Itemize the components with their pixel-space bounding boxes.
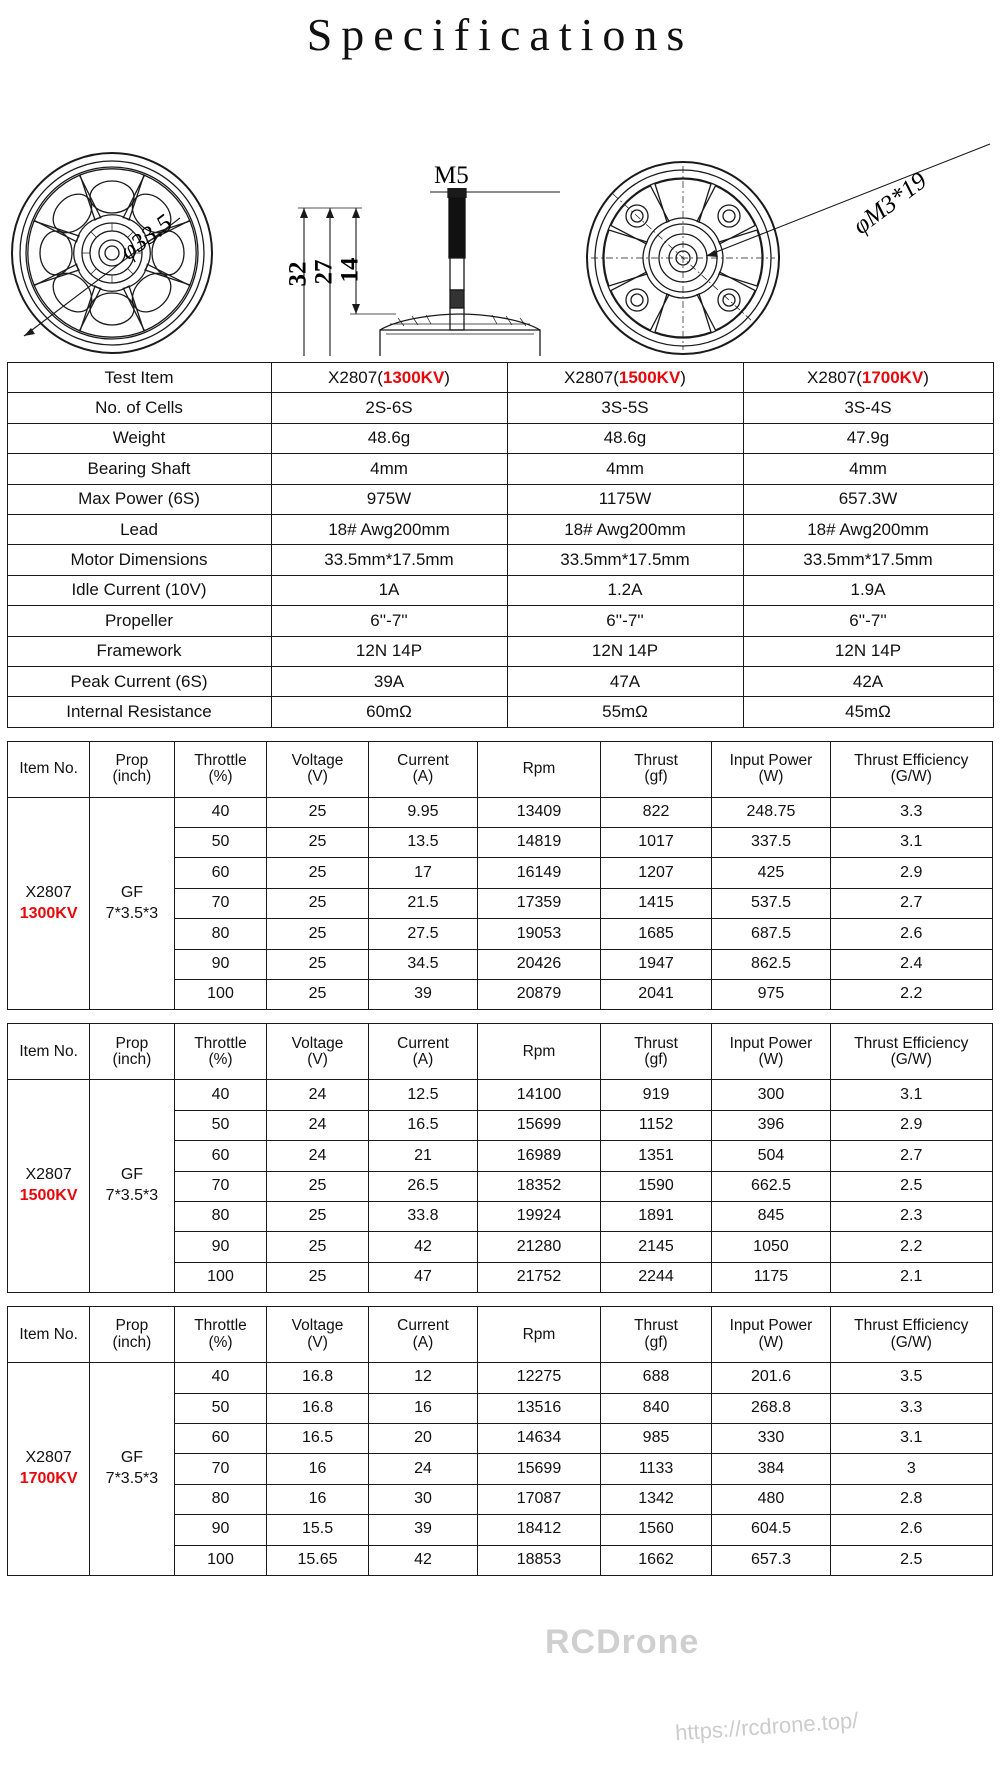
cell-voltage: 24: [267, 1110, 368, 1140]
table-row: [7, 697, 993, 727]
spec-value: 12N 14P: [271, 636, 507, 666]
performance-table-1700kv: [7, 1306, 993, 1576]
cell-efficiency: 2.9: [830, 1110, 992, 1140]
spec-value: 1.2A: [507, 575, 743, 605]
label-screw-spec: φM3*19: [848, 167, 932, 240]
cell-voltage: 24: [267, 1141, 368, 1171]
cell-voltage: 25: [267, 949, 368, 979]
cell-efficiency: 3.1: [830, 1423, 992, 1453]
cell-current: 12.5: [368, 1080, 478, 1110]
col-header-thrust-efficiency: Thrust Efficiency (G/W): [830, 741, 992, 797]
cell-efficiency: 2.5: [830, 1171, 992, 1201]
spec-label: No. of Cells: [7, 393, 271, 423]
cell-voltage: 25: [267, 1201, 368, 1231]
spec-value: 12N 14P: [743, 636, 993, 666]
table-row: [7, 545, 993, 575]
col-header-throttle: Throttle (%): [174, 1307, 267, 1363]
spec-value: 3S-5S: [507, 393, 743, 423]
col-header-thrust: Thrust (gf): [600, 741, 712, 797]
cell-thrust: 2041: [600, 980, 712, 1010]
table-row: [7, 514, 993, 544]
table-row: [7, 606, 993, 636]
cell-efficiency: 3.1: [830, 828, 992, 858]
cell-thrust: 822: [600, 797, 712, 827]
col-header-item-no: Item No.: [8, 741, 90, 797]
prop-cell: [90, 1080, 174, 1293]
cell-rpm: 15699: [478, 1110, 600, 1140]
cell-rpm: 19053: [478, 919, 600, 949]
cell-thrust: 1662: [600, 1545, 712, 1575]
table-row: [8, 1080, 993, 1110]
page-title: Specifications: [306, 9, 694, 60]
table-row: [7, 393, 993, 423]
cell-thrust: 1947: [600, 949, 712, 979]
col-header-current: Current (A): [368, 1307, 478, 1363]
spec-value: 18# Awg200mm: [507, 514, 743, 544]
cell-rpm: 16989: [478, 1141, 600, 1171]
table-row: [7, 484, 993, 514]
col-header-thrust: Thrust (gf): [600, 1307, 712, 1363]
cell-voltage: 25: [267, 858, 368, 888]
prop-size: 7*3.5*3: [105, 1470, 159, 1488]
cell-voltage: 25: [267, 1171, 368, 1201]
col-header-rpm: Rpm: [478, 1024, 600, 1080]
cell-throttle: 100: [174, 1545, 267, 1575]
cell-thrust: 1891: [600, 1201, 712, 1231]
cell-efficiency: 2.1: [830, 1262, 992, 1292]
kv-badge: 1300KV: [382, 367, 445, 387]
spec-value: 18# Awg200mm: [271, 514, 507, 544]
spec-value: 60mΩ: [271, 697, 507, 727]
cell-throttle: 50: [174, 1393, 267, 1423]
cell-voltage: 25: [267, 828, 368, 858]
cell-voltage: 15.5: [267, 1515, 368, 1545]
cell-efficiency: 2.9: [830, 858, 992, 888]
cell-rpm: 17359: [478, 888, 600, 918]
spec-label: Peak Current (6S): [7, 666, 271, 696]
cell-power: 604.5: [712, 1515, 830, 1545]
cell-power: 657.3: [712, 1545, 830, 1575]
cell-efficiency: 2.6: [830, 919, 992, 949]
spec-label: Motor Dimensions: [7, 545, 271, 575]
spec-value: 6''-7'': [743, 606, 993, 636]
cell-current: 21: [368, 1141, 478, 1171]
spec-label: Test Item: [7, 363, 271, 393]
cell-throttle: 90: [174, 1515, 267, 1545]
motor-bottom-view: [587, 162, 779, 354]
table-row: [7, 363, 993, 393]
table-row: [7, 636, 993, 666]
col-header-prop: Prop (inch): [90, 1024, 174, 1080]
col-header-rpm: Rpm: [478, 741, 600, 797]
cell-voltage: 25: [267, 980, 368, 1010]
cell-power: 1050: [712, 1232, 830, 1262]
cell-efficiency: 2.6: [830, 1515, 992, 1545]
cell-rpm: 14100: [478, 1080, 600, 1110]
cell-power: 384: [712, 1454, 830, 1484]
cell-current: 13.5: [368, 828, 478, 858]
kv-badge: 1500KV: [618, 367, 681, 387]
cell-power: 268.8: [712, 1393, 830, 1423]
cell-throttle: 60: [174, 1141, 267, 1171]
cell-thrust: 1207: [600, 858, 712, 888]
cell-efficiency: 3: [830, 1454, 992, 1484]
cell-efficiency: 2.5: [830, 1545, 992, 1575]
cell-thrust: 1152: [600, 1110, 712, 1140]
spec-value: 4mm: [743, 454, 993, 484]
col-header-input-power: Input Power (W): [712, 1307, 830, 1363]
spec-value: 18# Awg200mm: [743, 514, 993, 544]
spec-value: 975W: [271, 484, 507, 514]
cell-throttle: 80: [174, 1201, 267, 1231]
performance-table-1300kv: [7, 741, 993, 1011]
specifications-table-body: [7, 363, 993, 728]
cell-thrust: 1342: [600, 1484, 712, 1514]
spec-value-prefix: X2807(: [328, 367, 383, 387]
col-header-input-power: Input Power (W): [712, 741, 830, 797]
cell-current: 20: [368, 1423, 478, 1453]
cell-power: 396: [712, 1110, 830, 1140]
cell-voltage: 16.8: [267, 1393, 368, 1423]
cell-thrust: 1133: [600, 1454, 712, 1484]
prop-size: 7*3.5*3: [105, 1187, 159, 1205]
cell-efficiency: 3.3: [830, 797, 992, 827]
col-header-rpm: Rpm: [478, 1307, 600, 1363]
cell-rpm: 20426: [478, 949, 600, 979]
cell-thrust: 985: [600, 1423, 712, 1453]
cell-rpm: 13409: [478, 797, 600, 827]
cell-efficiency: 3.3: [830, 1393, 992, 1423]
cell-throttle: 40: [174, 1363, 267, 1393]
cell-rpm: 20879: [478, 980, 600, 1010]
cell-voltage: 24: [267, 1080, 368, 1110]
table-row: [8, 1363, 993, 1393]
cell-power: 201.6: [712, 1363, 830, 1393]
cell-rpm: 12275: [478, 1363, 600, 1393]
spec-value: 657.3W: [743, 484, 993, 514]
cell-voltage: 16.5: [267, 1423, 368, 1453]
kv-badge: 1700KV: [861, 367, 924, 387]
cell-throttle: 40: [174, 797, 267, 827]
cell-efficiency: 2.8: [830, 1484, 992, 1514]
cell-throttle: 50: [174, 828, 267, 858]
cell-voltage: 25: [267, 919, 368, 949]
prop-cell: [90, 797, 174, 1010]
spec-value-prefix: X2807(: [807, 367, 862, 387]
spec-value-1500kv: [507, 363, 743, 393]
label-diameter: φ33.5: [115, 209, 178, 266]
item-no-cell: [8, 797, 90, 1010]
spec-value: 1A: [271, 575, 507, 605]
cell-power: 975: [712, 980, 830, 1010]
cell-throttle: 60: [174, 858, 267, 888]
col-header-thrust-efficiency: Thrust Efficiency (G/W): [830, 1307, 992, 1363]
cell-power: 662.5: [712, 1171, 830, 1201]
col-header-throttle: Throttle (%): [174, 1024, 267, 1080]
spec-value: 6''-7'': [271, 606, 507, 636]
cell-power: 248.75: [712, 797, 830, 827]
cell-throttle: 50: [174, 1110, 267, 1140]
cell-current: 47: [368, 1262, 478, 1292]
col-header-item-no: Item No.: [8, 1024, 90, 1080]
cell-efficiency: 3.1: [830, 1080, 992, 1110]
url-watermark: https://rcdrone.top/: [674, 1707, 860, 1746]
spec-value: 1.9A: [743, 575, 993, 605]
spec-value: 39A: [271, 666, 507, 696]
performance-table-1700kv-wrapper: [0, 1306, 1000, 1576]
cell-thrust: 1351: [600, 1141, 712, 1171]
cell-thrust: 1590: [600, 1171, 712, 1201]
spec-value: 33.5mm*17.5mm: [743, 545, 993, 575]
cell-power: 425: [712, 858, 830, 888]
spec-value-suffix: ): [923, 367, 929, 387]
cell-rpm: 18352: [478, 1171, 600, 1201]
spec-value-1700kv: [743, 363, 993, 393]
cell-power: 330: [712, 1423, 830, 1453]
cell-power: 300: [712, 1080, 830, 1110]
cell-power: 337.5: [712, 828, 830, 858]
cell-rpm: 19924: [478, 1201, 600, 1231]
cell-throttle: 90: [174, 1232, 267, 1262]
label-dim-14: 14: [336, 257, 364, 283]
spec-label: Propeller: [7, 606, 271, 636]
cell-power: 687.5: [712, 919, 830, 949]
col-header-throttle: Throttle (%): [174, 741, 267, 797]
cell-current: 9.95: [368, 797, 478, 827]
spec-value: 55mΩ: [507, 697, 743, 727]
cell-current: 27.5: [368, 919, 478, 949]
item-kv: 1700KV: [19, 1470, 78, 1488]
cell-current: 33.8: [368, 1201, 478, 1231]
label-dim-32: 32: [284, 261, 312, 287]
spec-value: 12N 14P: [507, 636, 743, 666]
cell-efficiency: 3.5: [830, 1363, 992, 1393]
spec-value: 48.6g: [507, 423, 743, 453]
cell-thrust: 2244: [600, 1262, 712, 1292]
cell-rpm: 21280: [478, 1232, 600, 1262]
spec-value: 48.6g: [271, 423, 507, 453]
table-header-row: [8, 741, 993, 797]
cell-thrust: 840: [600, 1393, 712, 1423]
label-m5: M5: [434, 162, 469, 189]
cell-current: 39: [368, 980, 478, 1010]
cell-power: 504: [712, 1141, 830, 1171]
col-header-current: Current (A): [368, 741, 478, 797]
cell-thrust: 1017: [600, 828, 712, 858]
spec-value: 33.5mm*17.5mm: [271, 545, 507, 575]
table-row: [7, 575, 993, 605]
cell-throttle: 100: [174, 1262, 267, 1292]
cell-throttle: 60: [174, 1423, 267, 1453]
spec-value-suffix: ): [680, 367, 686, 387]
cell-efficiency: 2.7: [830, 1141, 992, 1171]
cell-voltage: 25: [267, 1262, 368, 1292]
cell-current: 16: [368, 1393, 478, 1423]
cell-power: 1175: [712, 1262, 830, 1292]
item-model: X2807: [25, 883, 72, 901]
label-dim-27: 27: [310, 259, 338, 285]
spec-value: 2S-6S: [271, 393, 507, 423]
cell-thrust: 1415: [600, 888, 712, 918]
prop-brand: GF: [120, 1166, 144, 1184]
performance-table-1300kv-wrapper: [0, 741, 1000, 1011]
cell-throttle: 70: [174, 1454, 267, 1484]
cell-voltage: 16: [267, 1484, 368, 1514]
cell-thrust: 688: [600, 1363, 712, 1393]
cell-current: 30: [368, 1484, 478, 1514]
cell-current: 16.5: [368, 1110, 478, 1140]
cell-current: 17: [368, 858, 478, 888]
item-no-cell: [8, 1363, 90, 1576]
col-header-voltage: Voltage (V): [267, 1307, 368, 1363]
prop-brand: GF: [120, 1449, 144, 1467]
spec-value: 33.5mm*17.5mm: [507, 545, 743, 575]
prop-cell: [90, 1363, 174, 1576]
col-header-prop: Prop (inch): [90, 741, 174, 797]
cell-rpm: 21752: [478, 1262, 600, 1292]
spec-value-suffix: ): [444, 367, 450, 387]
cell-efficiency: 2.7: [830, 888, 992, 918]
col-header-thrust: Thrust (gf): [600, 1024, 712, 1080]
spec-value: 45mΩ: [743, 697, 993, 727]
cell-throttle: 90: [174, 949, 267, 979]
spec-label: Weight: [7, 423, 271, 453]
spec-label: Bearing Shaft: [7, 454, 271, 484]
item-kv: 1300KV: [19, 904, 78, 922]
item-kv: 1500KV: [19, 1187, 78, 1205]
cell-efficiency: 2.2: [830, 980, 992, 1010]
table-row: [7, 666, 993, 696]
cell-rpm: 14819: [478, 828, 600, 858]
item-no-cell: [8, 1080, 90, 1293]
cell-voltage: 16: [267, 1454, 368, 1484]
cell-thrust: 2145: [600, 1232, 712, 1262]
cell-current: 42: [368, 1232, 478, 1262]
cell-power: 480: [712, 1484, 830, 1514]
spec-label: Idle Current (10V): [7, 575, 271, 605]
col-header-prop: Prop (inch): [90, 1307, 174, 1363]
spec-value: 42A: [743, 666, 993, 696]
spec-value: 4mm: [271, 454, 507, 484]
performance-table-1500kv: [7, 1023, 993, 1293]
spec-label: Internal Resistance: [7, 697, 271, 727]
spec-value: 4mm: [507, 454, 743, 484]
spec-value: 6''-7'': [507, 606, 743, 636]
table-header-row: [8, 1024, 993, 1080]
specifications-table: [7, 362, 994, 728]
col-header-item-no: Item No.: [8, 1307, 90, 1363]
cell-voltage: 15.65: [267, 1545, 368, 1575]
cell-throttle: 80: [174, 1484, 267, 1514]
performance-table-1500kv-wrapper: [0, 1023, 1000, 1293]
prop-size: 7*3.5*3: [105, 904, 159, 922]
cell-rpm: 15699: [478, 1454, 600, 1484]
cell-throttle: 70: [174, 1171, 267, 1201]
cell-power: 537.5: [712, 888, 830, 918]
cell-voltage: 25: [267, 1232, 368, 1262]
cell-rpm: 18412: [478, 1515, 600, 1545]
cell-current: 24: [368, 1454, 478, 1484]
cell-rpm: 13516: [478, 1393, 600, 1423]
col-header-voltage: Voltage (V): [267, 741, 368, 797]
spec-value-prefix: X2807(: [564, 367, 619, 387]
spec-value-1300kv: [271, 363, 507, 393]
cell-rpm: 14634: [478, 1423, 600, 1453]
cell-power: 845: [712, 1201, 830, 1231]
cell-current: 42: [368, 1545, 478, 1575]
cell-current: 21.5: [368, 888, 478, 918]
cell-rpm: 16149: [478, 858, 600, 888]
cell-current: 34.5: [368, 949, 478, 979]
cell-power: 862.5: [712, 949, 830, 979]
col-header-voltage: Voltage (V): [267, 1024, 368, 1080]
cell-throttle: 70: [174, 888, 267, 918]
cell-thrust: 919: [600, 1080, 712, 1110]
spec-label: Framework: [7, 636, 271, 666]
table-row: [7, 423, 993, 453]
technical-drawing-section: [0, 78, 1000, 356]
table-row: [7, 454, 993, 484]
cell-rpm: 17087: [478, 1484, 600, 1514]
cell-throttle: 100: [174, 980, 267, 1010]
cell-voltage: 25: [267, 888, 368, 918]
cell-thrust: 1560: [600, 1515, 712, 1545]
table-row: [8, 797, 993, 827]
col-header-current: Current (A): [368, 1024, 478, 1080]
item-model: X2807: [25, 1166, 72, 1184]
cell-voltage: 16.8: [267, 1363, 368, 1393]
spec-label: Max Power (6S): [7, 484, 271, 514]
spec-label: Lead: [7, 514, 271, 544]
cell-current: 26.5: [368, 1171, 478, 1201]
cell-current: 12: [368, 1363, 478, 1393]
brand-watermark: RCDrone: [545, 1623, 700, 1661]
cell-thrust: 1685: [600, 919, 712, 949]
cell-efficiency: 2.4: [830, 949, 992, 979]
spec-value: 47A: [507, 666, 743, 696]
spec-value: 47.9g: [743, 423, 993, 453]
page-header: [0, 0, 1000, 78]
cell-rpm: 18853: [478, 1545, 600, 1575]
cell-efficiency: 2.3: [830, 1201, 992, 1231]
spec-value: 3S-4S: [743, 393, 993, 423]
cell-efficiency: 2.2: [830, 1232, 992, 1262]
cell-voltage: 25: [267, 797, 368, 827]
item-model: X2807: [25, 1449, 72, 1467]
col-header-thrust-efficiency: Thrust Efficiency (G/W): [830, 1024, 992, 1080]
cell-current: 39: [368, 1515, 478, 1545]
col-header-input-power: Input Power (W): [712, 1024, 830, 1080]
cell-throttle: 40: [174, 1080, 267, 1110]
prop-brand: GF: [120, 883, 144, 901]
spec-value: 1175W: [507, 484, 743, 514]
table-header-row: [8, 1307, 993, 1363]
cell-throttle: 80: [174, 919, 267, 949]
